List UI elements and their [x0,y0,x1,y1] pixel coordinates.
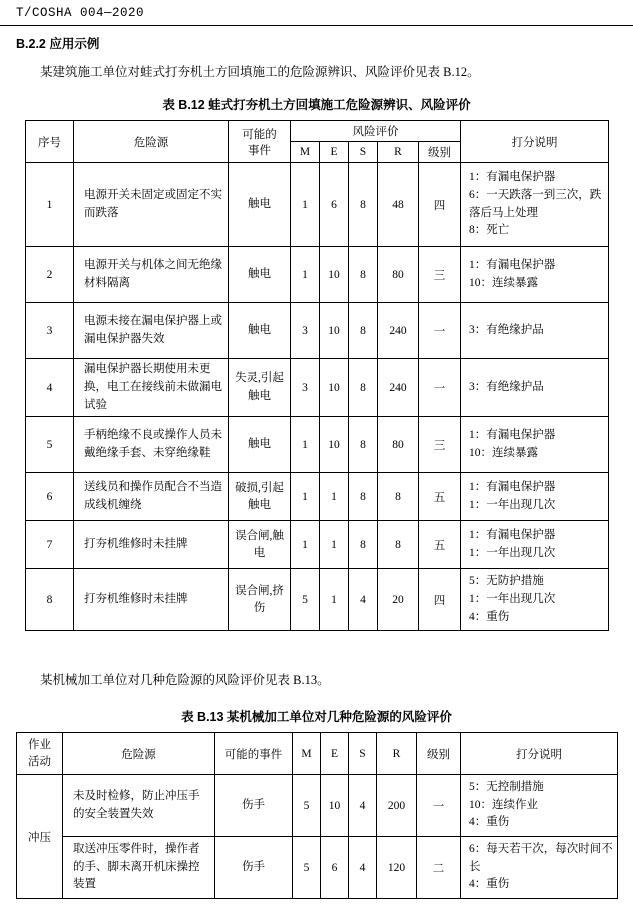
cell-seq: 1 [26,163,74,247]
table-row [26,163,609,247]
cell-hazard: 取送冲压零件时，操作者的手、脚未离开机床操控装置 [63,837,215,899]
cell-e: 10 [320,303,349,359]
th-hazard: 危险源 [74,121,229,163]
cell-seq: 5 [26,417,74,473]
cell-hazard: 电源开关与机体之间无绝缘材料隔离 [74,247,229,303]
cell-activity: 冲压 [17,775,63,899]
cell-level: 二 [417,837,461,899]
cell-event: 误合闸,挤 伤 [229,569,291,631]
cell-s: 4 [349,775,377,837]
cell-r: 240 [378,303,419,359]
desc-line: 1：一年出现几次 [469,546,556,559]
cell-event: 伤手 [215,775,293,837]
cell-s: 8 [349,247,378,303]
desc-line: 3：有绝缘护品 [469,323,544,336]
hazard-table-1 [25,120,609,631]
th-m: M [293,733,321,775]
table-row [26,521,609,569]
cell-hazard: 电源未接在漏电保护器上或漏电保护器失效 [74,303,229,359]
cell-score-desc [461,163,609,247]
cell-score-desc [461,303,609,359]
cell-seq: 2 [26,247,74,303]
cell-event: 破损,引起 触电 [229,473,291,521]
cell-m: 1 [291,417,320,473]
cell-s: 8 [349,473,378,521]
th-evaluation: 风险评价 [291,121,461,142]
cell-s: 8 [349,359,378,417]
cell-event: 触电 [229,417,291,473]
cell-s: 8 [349,303,378,359]
cell-event: 触电 [229,303,291,359]
cell-hazard: 漏电保护器长期使用未更换，电工在接线前未做漏电试验 [74,359,229,417]
cell-seq: 8 [26,569,74,631]
th-e: E [320,142,349,163]
cell-score-desc [461,521,609,569]
cell-event: 误合闸,触 电 [229,521,291,569]
th-score-desc: 打分说明 [461,733,618,775]
cell-level: 三 [419,247,461,303]
th-event: 可能的事件 [215,733,293,775]
th-r: R [377,733,417,775]
cell-score-desc [461,417,609,473]
desc-line: 5：无防护措施 [469,575,544,588]
cell-hazard: 送线员和操作员配合不当造成线机缠绕 [74,473,229,521]
cell-e: 6 [321,837,349,899]
cell-level: 一 [419,359,461,417]
header-rule [0,25,633,26]
table2-caption: 表 B.13 某机械加工单位对几种危险源的风险评价 [181,710,452,724]
desc-line: 5：无控制措施 [469,780,544,793]
table1-header-row-1 [26,121,609,142]
cell-e: 10 [320,247,349,303]
cell-r: 80 [378,417,419,473]
cell-m: 1 [291,247,320,303]
th-s: S [349,733,377,775]
cell-m: 5 [291,569,320,631]
cell-seq: 6 [26,473,74,521]
th-s: S [349,142,378,163]
cell-hazard: 未及时检修，防止冲压手的安全装置失效 [63,775,215,837]
section-title: B.2.2 应用示例 [16,37,100,51]
cell-s: 4 [349,837,377,899]
cell-m: 1 [291,521,320,569]
cell-m: 3 [291,359,320,417]
th-score-desc: 打分说明 [461,121,609,163]
cell-r: 240 [378,359,419,417]
cell-s: 4 [349,569,378,631]
cell-e: 1 [320,569,349,631]
cell-r: 8 [378,521,419,569]
desc-line: 1：有漏电保护器 [469,529,556,542]
cell-seq: 4 [26,359,74,417]
cell-e: 10 [320,359,349,417]
table2-header-row [17,733,618,775]
desc-line: 1：一年出现几次 [469,498,556,511]
cell-event: 触电 [229,247,291,303]
cell-r: 200 [377,775,417,837]
desc-line: 4：重伤 [469,816,510,829]
paragraph-intro-1: 某建筑施工单位对蛙式打夯机土方回填施工的危险源辨识、风险评价见表 B.12。 [40,65,480,79]
desc-line: 10：连续作业 [469,798,538,811]
desc-line: 6：每天若干次，每次时间不长 [469,842,613,873]
th-hazard: 危险源 [63,733,215,775]
cell-r: 20 [378,569,419,631]
th-event: 可能的 事件 [229,121,291,163]
desc-line: 1：有漏电保护器 [469,170,556,183]
cell-level: 五 [419,473,461,521]
cell-event: 触电 [229,163,291,247]
desc-line: 10：连续暴露 [469,446,539,459]
cell-e: 6 [320,163,349,247]
cell-s: 8 [349,521,378,569]
cell-level: 五 [419,521,461,569]
desc-line: 6：一天跌落一到三次，跌落后马上处理 [469,188,602,219]
table-row [26,569,609,631]
cell-s: 8 [349,163,378,247]
cell-level: 一 [419,303,461,359]
table-row [26,247,609,303]
desc-line: 4：重伤 [469,610,510,623]
cell-score-desc [461,775,618,837]
cell-s: 8 [349,417,378,473]
th-level: 级别 [417,733,461,775]
th-e: E [321,733,349,775]
cell-hazard: 打夯机维修时未挂牌 [74,569,229,631]
th-r: R [378,142,419,163]
hazard-table-2 [16,732,618,899]
cell-r: 80 [378,247,419,303]
desc-line: 1：一年出现几次 [469,593,556,606]
cell-score-desc [461,247,609,303]
table-row [17,775,618,837]
table-row [17,837,618,899]
cell-e: 1 [320,473,349,521]
table-row [26,303,609,359]
cell-m: 1 [291,163,320,247]
th-level: 级别 [419,142,461,163]
cell-score-desc [461,473,609,521]
th-activity: 作业 活动 [17,733,63,775]
cell-event: 伤手 [215,837,293,899]
cell-e: 10 [321,775,349,837]
page-header: T/COSHA 004—2020 [16,6,145,20]
cell-hazard: 电源开关未固定或固定不实而跌落 [74,163,229,247]
cell-level: 三 [419,417,461,473]
cell-level: 四 [419,163,461,247]
cell-hazard: 打夯机维修时未挂牌 [74,521,229,569]
cell-m: 5 [293,775,321,837]
desc-line: 10：连续暴露 [469,276,539,289]
cell-m: 5 [293,837,321,899]
desc-line: 8：死亡 [469,224,510,237]
cell-score-desc [461,569,609,631]
cell-event: 失灵,引起 触电 [229,359,291,417]
desc-line: 3：有绝缘护品 [469,380,544,393]
cell-level: 一 [417,775,461,837]
cell-score-desc [461,359,609,417]
desc-line: 1：有漏电保护器 [469,481,556,494]
cell-r: 120 [377,837,417,899]
cell-e: 10 [320,417,349,473]
cell-seq: 3 [26,303,74,359]
cell-m: 3 [291,303,320,359]
cell-score-desc [461,837,618,899]
cell-hazard: 手柄绝缘不良或操作人员未戴绝缘手套、未穿绝缘鞋 [74,417,229,473]
paragraph-intro-2: 某机械加工单位对几种危险源的风险评价见表 B.13。 [40,673,330,687]
cell-r: 48 [378,163,419,247]
th-m: M [291,142,320,163]
table1-caption: 表 B.12 蛙式打夯机土方回填施工危险源辨识、风险评价 [162,98,471,112]
th-seq: 序号 [26,121,74,163]
table-row [26,417,609,473]
cell-r: 8 [378,473,419,521]
desc-line: 4：重伤 [469,878,510,891]
cell-e: 1 [320,521,349,569]
table-row [26,473,609,521]
desc-line: 1：有漏电保护器 [469,258,556,271]
cell-level: 四 [419,569,461,631]
table-row [26,359,609,417]
desc-line: 1：有漏电保护器 [469,429,556,442]
cell-seq: 7 [26,521,74,569]
cell-m: 1 [291,473,320,521]
